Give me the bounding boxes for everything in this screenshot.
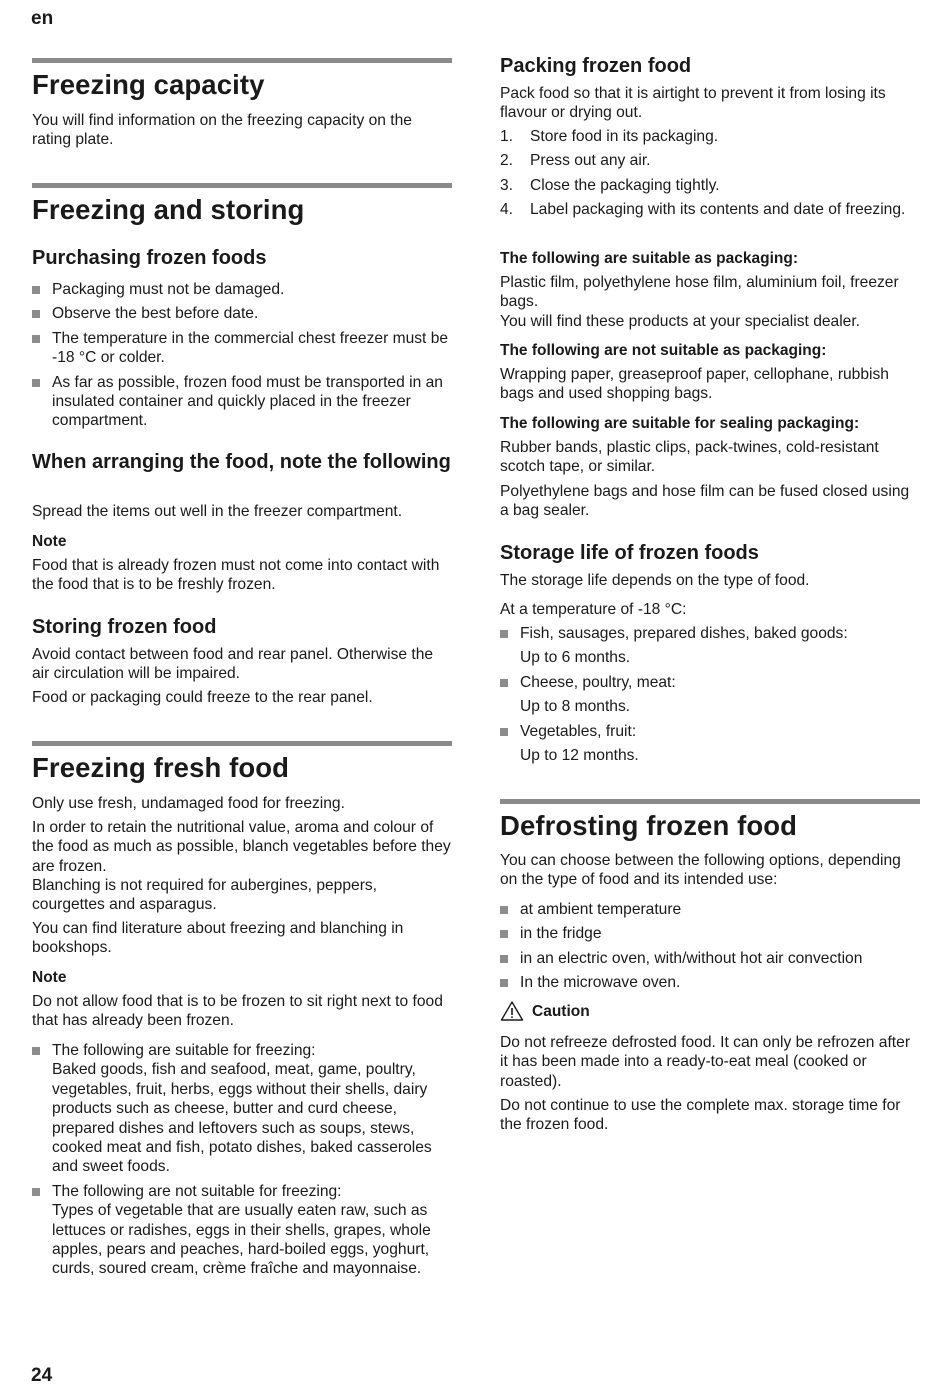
sealing-packaging-text-2: Polyethylene bags and hose film can be fused closed using a bag sealer. [500,483,910,520]
section-rule [32,183,452,188]
purchasing-list [32,280,452,436]
bullet-square-icon [500,930,508,938]
section-title-defrosting: Defrosting frozen food [500,810,798,841]
note-text: Do not allow food that is to be frozen to sit right next to food that has already been frozen. [32,993,443,1030]
storing-text-1: Avoid contact between food and rear panel. Otherwise the air circulation will be impaired. [32,646,434,683]
fresh-text-1: Only use fresh, undamaged food for freezing. [32,795,345,812]
packing-intro: Pack food so that it is airtight to prevent it from losing its flavour or drying out. [500,85,886,122]
list-item: The following are not suitable for freezing: Types of vegetable that are usually eaten raw, such as lettuces or radishes, eggs in their shells, grapes, whole apples, pears and peaches, hard-boiled eggs, yoghurt, curds, soured cream, crème fraîche and mayonnaise. [32,1182,452,1279]
arranging-text: Spread the items out well in the freezer compartment. [32,503,403,520]
list-item: In the microwave oven. [500,973,920,992]
storage-life-intro: The storage life depends on the type of food. [500,572,810,589]
defrosting-intro: You can choose between the following options, depending on the type of food and its intended use: [500,852,901,889]
sealing-packaging-label: The following are suitable for sealing packaging: [500,415,860,432]
storage-temperature: At a temperature of -18 °C: [500,601,687,618]
fresh-text-2: In order to retain the nutritional value, aroma and colour of the food as much as possible, blanch vegetables before they are frozen. [32,819,451,875]
bullet-square-icon [32,1188,40,1196]
not-suitable-packaging-label: The following are not suitable as packaging: [500,342,827,359]
storage-life-list [500,624,920,770]
defrosting-options [500,900,920,998]
packing-steps [500,127,920,225]
caution-text-2: Do not continue to use the complete max. storage time for the frozen food. [500,1097,901,1134]
caution-heading [500,1000,920,1022]
list-item: 4. Label packaging with its contents and date of freezing. [500,201,906,219]
bullet-square-icon [32,310,40,318]
list-item: Cheese, poultry, meat: Up to 8 months. [500,673,920,717]
fresh-text-3: Blanching is not required for aubergines, peppers, courgettes and asparagus. [32,877,378,914]
bullet-square-icon [500,630,508,638]
list-item: Observe the best before date. [32,304,452,323]
bullet-square-icon [32,335,40,343]
section-rule [32,58,452,63]
section-rule [500,799,920,804]
note-label: Note [32,969,67,986]
bullet-square-icon [500,906,508,914]
caution-label: Caution [532,1002,590,1020]
bullet-square-icon [32,286,40,294]
list-item: at ambient temperature [500,900,920,919]
list-item: 2. Press out any air. [500,152,651,170]
freezing-suitability-list [32,1041,452,1284]
subsection-title-arranging: When arranging the food, note the following [32,451,451,473]
bullet-square-icon [500,979,508,987]
page-number: 24 [31,1365,53,1386]
bullet-square-icon [500,955,508,963]
subsection-title-storing: Storing frozen food [32,616,217,638]
subsection-title-packing: Packing frozen food [500,55,692,77]
list-item: in an electric oven, with/without hot air convection [500,949,920,968]
list-item: The temperature in the commercial chest freezer must be -18 °C or colder. [32,329,452,368]
bullet-square-icon [500,728,508,736]
subsection-title-purchasing: Purchasing frozen foods [32,247,267,269]
note-text: Food that is already frozen must not come into contact with the food that is to be freshly frozen. [32,557,440,594]
bullet-square-icon [32,1047,40,1055]
section-title-freezing-fresh: Freezing fresh food [32,752,290,783]
fresh-text-4: You can find literature about freezing and blanching in bookshops. [32,920,404,957]
note-label: Note [32,533,67,550]
list-item: Vegetables, fruit: Up to 12 months. [500,722,920,766]
list-item: in the fridge [500,924,920,943]
list-item: 1. Store food in its packaging. [500,128,719,145]
bullet-square-icon [500,679,508,687]
not-suitable-packaging-text: Wrapping paper, greaseproof paper, cellophane, rubbish bags and used shopping bags. [500,366,889,403]
section-title-freezing-capacity: Freezing capacity [32,69,265,100]
suitable-packaging-text: Plastic film, polyethylene hose film, aluminium foil, freezer bags. [500,274,899,311]
list-item: Packaging must not be damaged. [32,280,452,299]
subsection-title-storage-life: Storage life of frozen foods [500,542,759,564]
storing-text-2: Food or packaging could freeze to the rear panel. [32,689,373,706]
section-title-freezing-storing: Freezing and storing [32,194,305,225]
bullet-square-icon [32,379,40,387]
warning-triangle-icon [500,1000,524,1022]
specialist-dealer-text: You will find these products at your specialist dealer. [500,313,861,330]
sealing-packaging-text-1: Rubber bands, plastic clips, pack-twines, cold-resistant scotch tape, or similar. [500,439,879,476]
language-code: en [31,8,54,29]
freezing-capacity-text: You will find information on the freezing capacity on the rating plate. [32,112,412,149]
list-item: The following are suitable for freezing: Baked goods, fish and seafood, meat, game, poultry, vegetables, fruit, herbs, eggs without their shells, dairy products such as cheese, butter and curd cheese, prepared dishes and leftovers such as soups, stews, cooked meat and fish, potato dishes, baked casseroles and sweet foods. [32,1041,452,1177]
list-item: 3. Close the packaging tightly. [500,176,720,194]
caution-text-1: Do not refreeze defrosted food. It can only be refrozen after it has been made into a ready-to-eat meal (cooked or roasted). [500,1034,911,1090]
list-item: Fish, sausages, prepared dishes, baked goods: Up to 6 months. [500,624,920,668]
suitable-packaging-label: The following are suitable as packaging: [500,250,799,267]
list-item: As far as possible, frozen food must be transported in an insulated container and quickly placed in the freezer compartment. [32,373,452,431]
section-rule [32,741,452,746]
